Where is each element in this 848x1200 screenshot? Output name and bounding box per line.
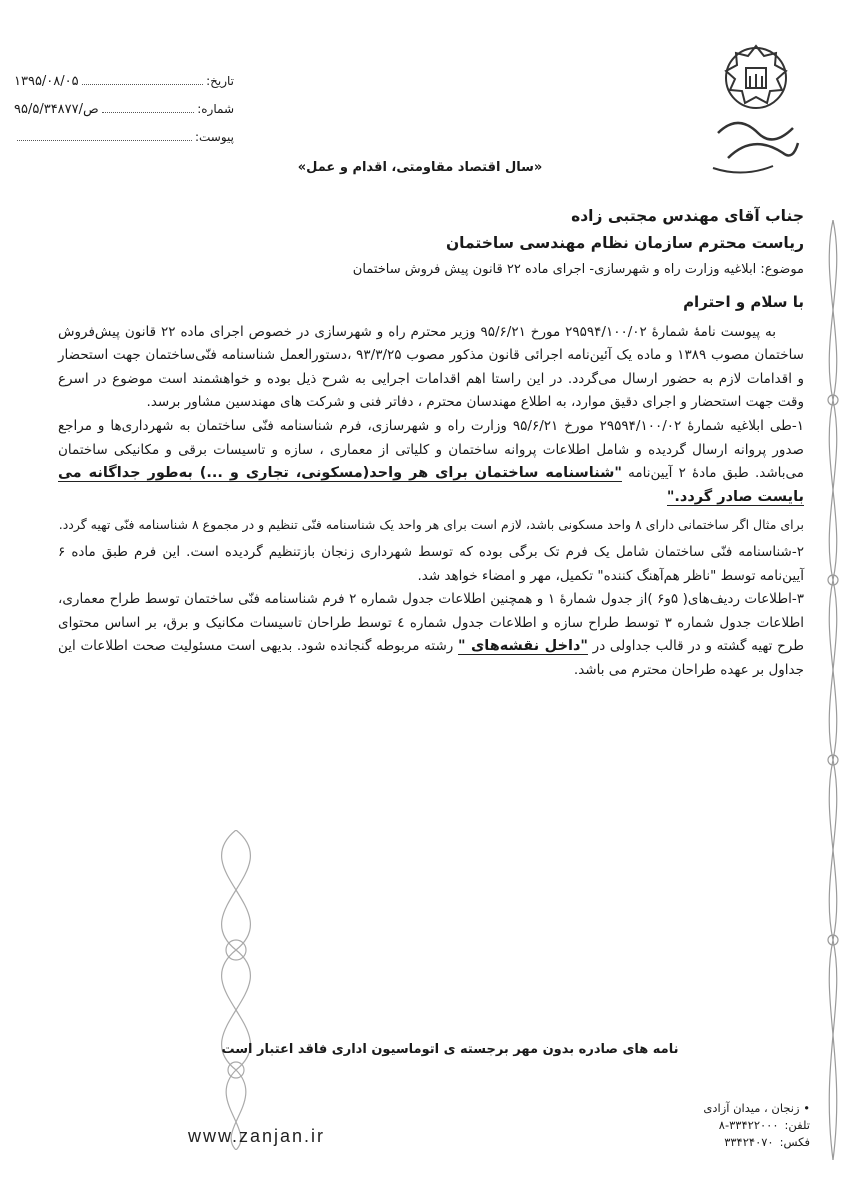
- meta-number: شماره: ۹۵/۵/۳۴۸۷۷/ص: [14, 102, 234, 117]
- meta-date: تاریخ: ۱۳۹۵/۰۸/۰۵: [14, 74, 234, 89]
- recipient-title: ریاست محترم سازمان نظام مهندسی ساختمان: [445, 234, 804, 252]
- recipient-name: جناب آقای مهندس مجتبی زاده: [571, 207, 804, 225]
- municipality-logo-icon: [698, 38, 808, 188]
- item-1-note: برای مثال اگر ساختمانی دارای ۸ واحد مسکونی باشد، لازم است برای هر واحد یک شناسنامه فنّی تنظیم و در مجموع ۸ شناسنامه فنّی تهیه گردد.: [58, 517, 804, 533]
- item-2: ۲-شناسنامه فنّی ساختمان شامل یک فرم تک برگی بوده که توسط شهرداری زنجان بازتنظیم گردیده است. این فرم طبق ماده ۶ آیین‌نامه توسط "ناظر هم‌آهنگ کننده" تکمیل، مهر و امضاء خواهد شد.: [58, 543, 804, 584]
- phone-line: تلفن: ۸-۳۳۴۲۲۰۰۰: [718, 1118, 810, 1132]
- year-slogan: «سال اقتصاد مقاومتی، اقدام و عمل»: [297, 160, 543, 175]
- corner-ornament-icon: [176, 830, 296, 1150]
- website-link[interactable]: www.zanjan.ir: [188, 1126, 326, 1146]
- item-1-highlight: "شناسنامه ساختمان برای هر واحد(مسکونی، تجاری و ...) به‌طور جداگانه می بایست صادر گردد.": [58, 465, 804, 505]
- meta-date-value: ۱۳۹۵/۰۸/۰۵: [14, 74, 79, 89]
- meta-number-value: ۹۵/۵/۳۴۸۷۷/ص: [14, 102, 99, 117]
- border-ornament-icon: [820, 220, 846, 1160]
- item-3: ۳-اطلاعات ردیف‌های( ۵و۶ )از جدول شمارهٔ ۱ و همچنین اطلاعات جدول شماره ۲ فرم شناسنامه فنّی ساختمان توسط طراح معماری، اطلاعات جدول شماره ۳ توسط طراح سازه و اطلاعات جدول شماره ٤ توسط طراحان تاسیسات مکانیک و برق، بر اساس محتوای طرح تهیه گشته و در قالب جداولی در "داخل نقشه‌های " رشته مربوطه گنجانده شود. بدیهی است مسئولیت صحت اطلاعات این جداول بر عهده طراحان محترم می باشد.: [58, 591, 805, 678]
- phone-value: ۸-۳۳۴۲۲۰۰۰: [718, 1118, 779, 1132]
- greeting: با سلام و احترام: [683, 293, 804, 311]
- item-1: ۱-طی ابلاغیه شمارهٔ ۲۹۵۹۴/۱۰۰/۰۲ مورخ ۹۵/۶/۲۱ وزارت راه و شهرسازی، فرم شناسنامه فنّی ساختمان به شهرداری‌ها و مراجع صدور پروانه ارسال گردیده و شامل اطلاعات پروانه ساختمان و کلیاتی از معماری ، سازه و تاسیسات برقی و مکانیکی ساختمان می‌باشد. طبق مادهٔ ۲ آیین‌نامه "شناسنامه ساختمان برای هر واحد(مسکونی، تجاری و ...) به‌طور جداگانه می بایست صادر گردد.": [58, 417, 805, 505]
- address-line: • زنجان ، میدان آزادی: [703, 1101, 810, 1115]
- meta-attachment: پیوست:: [14, 130, 234, 158]
- contact-address: [640, 1100, 810, 1151]
- fax-line: فکس: ۳۳۴۲۴۰۷۰: [724, 1135, 810, 1149]
- letter-subject: موضوع: ابلاغیه وزارت راه و شهرسازی- اجرای ماده ۲۲ قانون پیش فروش ساختمان: [352, 262, 804, 277]
- item-3-highlight: "داخل نقشه‌های ": [457, 638, 588, 655]
- letter-meta: [14, 74, 234, 158]
- letter-body: [58, 203, 804, 683]
- fax-value: ۳۳۴۲۴۰۷۰: [724, 1135, 774, 1149]
- seal-validity-note: نامه های صادره بدون مهر برجسته ی اتوماسیون اداری فاقد اعتبار است: [221, 1042, 679, 1057]
- intro-paragraph: به پیوست نامهٔ شمارهٔ ۲۹۵۹۴/۱۰۰/۰۲ مورخ ۹۵/۶/۲۱ وزیر محترم راه و شهرسازی در خصوص اجرای ماده ۲۲ قانون پیش‌فروش ساختمان مصوب ۱۳۸۹ و ماده یک آئین‌نامه اجرائی قانون مذکور مصوب ۹۳/۳/۲۵ ،دستورالعمل شناسنامه فنّی‌ساختمان جهت استحضار و اقدامات لازم به حضور ارسال می‌گردد. در این راستا اهم اقدامات اجرایی به شرح ذیل بوده و خواهشمند است موضوع در اسرع وقت جهت استحضار و اجرای دقیق موارد، به اطلاع مهندسان محترم ، دفاتر فنی و شرکت های مهندسین مشاور برسد.: [58, 323, 804, 411]
